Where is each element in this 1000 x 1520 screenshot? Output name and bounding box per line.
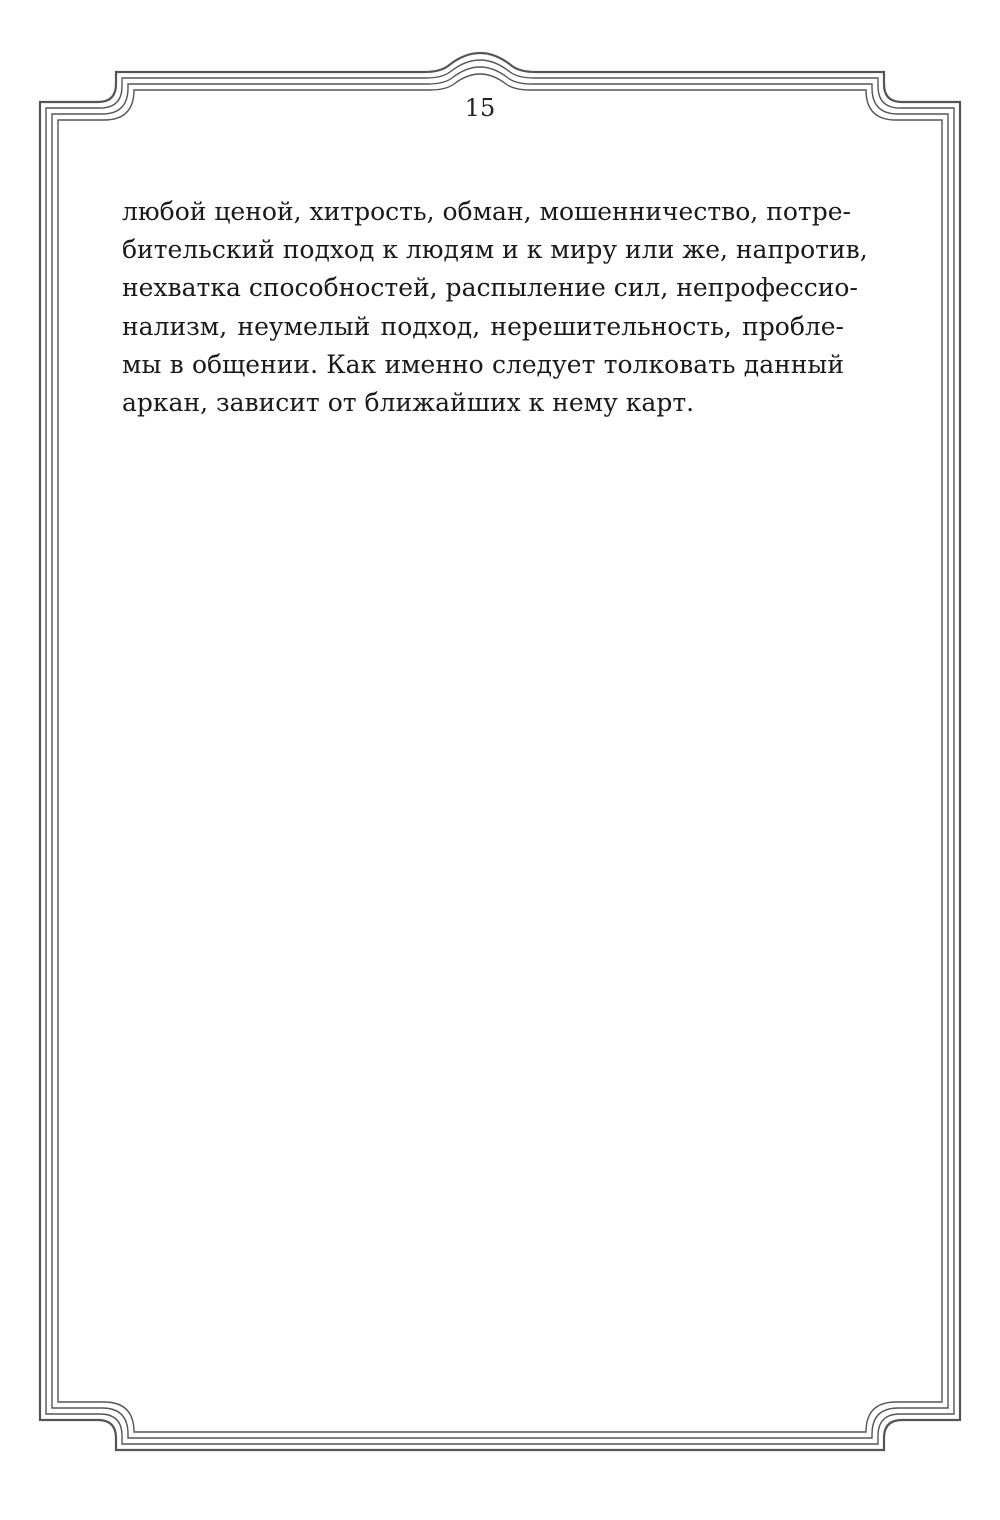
body-paragraph	[122, 193, 868, 422]
text-line: любой ценой, хитрость, обман, мошенничество, потре-	[122, 197, 851, 226]
text-line: мы в общении. Как именно следует толковать данный	[122, 349, 844, 379]
text-line: бительский подход к людям и к миру или же, напротив,	[122, 235, 868, 265]
text-line: нализм, неумелый подход, нерешительность, пробле-	[122, 311, 844, 341]
text-line: нехватка способностей, распыление сил, непрофессио-	[122, 273, 858, 303]
page-number: 15	[464, 94, 496, 122]
text-line: аркан, зависит от ближайших к нему карт.	[122, 388, 695, 418]
